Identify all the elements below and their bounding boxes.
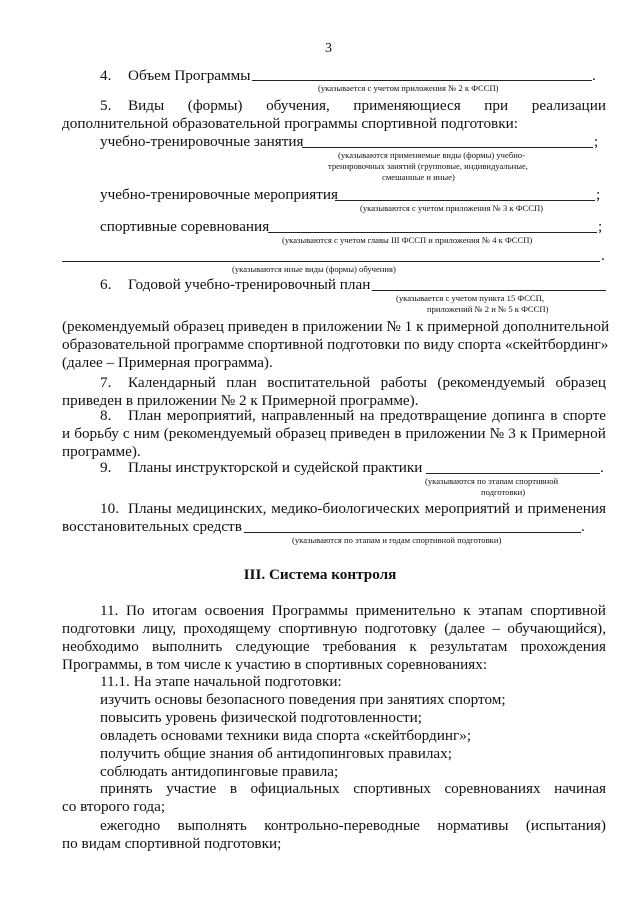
item-9-text: Планы инструкторской и судейской практики [128,459,423,476]
list-item: получить общие знания об антидопинговых правилах; [100,745,452,762]
word: работы [380,374,427,391]
item-5-a-note-3: смешанные и иные) [382,172,455,182]
word: обучающийся), [507,620,606,637]
item-11-number: 11. [100,602,119,619]
word: (рекомендуемый [163,425,272,442]
item-9-fill-line [426,473,600,474]
word: допинга [492,407,545,424]
word: образец [275,425,326,442]
word: медицинских, [176,500,267,517]
word: План [128,407,162,424]
word: проходящему [183,620,271,637]
item-5-other-note: (указываются иные виды (формы) обучения) [232,264,396,274]
item-8-number: 8. [100,407,112,424]
item-5-c-note: (указываются с учетом главы III ФССП и приложения № 4 к ФССП) [282,235,533,245]
word: подготовки [62,620,135,637]
item-5-a-note-2: тренировочных занятий (групповые, индивидуальные, [328,161,528,171]
item-6-cont-3: (далее – Примерная программа). [62,354,273,371]
item-5-c-label: спортивные соревнования [100,218,270,235]
word: лицу, [142,620,177,637]
word: образец [555,374,606,391]
list-item-participation [100,780,606,798]
word: в [394,425,402,442]
word: приложении [405,425,486,442]
item-9-end: . [600,459,604,476]
item-5-line-2: дополнительной образовательной программы спортивной подготовки: [62,115,518,132]
item-4-note: (указывается с учетом приложения № 2 к ФССП) [318,83,499,93]
item-4-fill-line [252,80,592,81]
word: при [484,97,509,114]
item-6-text: Годовой учебно-тренировочный план [128,276,371,293]
list-item-participation-cont: со второго года; [62,798,166,815]
item-11-line-2 [62,620,606,638]
word: – [492,620,500,637]
list-item-exam [100,817,606,835]
word: контрольно-переводные [264,817,420,834]
item-5-number: 5. [100,97,112,114]
list-item-exam-cont: по видам спортивной подготовки; [62,835,282,852]
item-9-note-2: подготовки) [481,487,526,497]
item-11-line-3 [62,638,606,656]
word: и [62,425,71,442]
item-5-b-note: (указываются с учетом приложения № 3 к ФССП) [360,203,544,213]
word: № [489,425,505,442]
word: к [463,602,471,619]
word: применения [527,500,606,517]
word: подготовку [364,620,437,637]
word: нормативы [437,817,509,834]
word: Виды [128,97,165,114]
word: этапам [478,602,523,619]
word: 3 [508,425,516,442]
word: (далее [444,620,485,637]
item-5-c-end: ; [598,218,603,235]
item-10-number: 10. [100,500,119,517]
item-5-other-fill-line [62,261,600,262]
section-3-title: III. Система контроля [243,566,397,583]
item-7-line-1 [128,374,606,392]
word: применительно [355,602,456,619]
word: спорте [562,407,606,424]
word: начиная [554,780,606,797]
item-5-b-end: ; [596,186,601,203]
item-5-other-end: . [601,247,605,264]
word: план [226,374,257,391]
word: Календарный [128,374,216,391]
word: спортивной [530,602,606,619]
word: прохождения [520,638,606,655]
item-7-number: 7. [100,374,112,391]
item-5-a-fill-line [302,147,593,148]
item-7-line-2: приведен в приложении № 2 к Примерной программе). [62,392,419,409]
item-6-cont-2: образовательной программе спортивной подготовки по виду спорта «скейтбординг» [62,336,609,353]
word: (испытания) [525,817,606,834]
word: реализации [531,97,606,114]
word: приведен [330,425,391,442]
word: мероприятий [424,500,510,517]
item-5-b-fill-line [335,200,595,201]
word: борьбу [74,425,119,442]
item-10-line-2: восстановительных средств [62,518,242,535]
word: итогам [152,602,197,619]
word: следующие [235,638,310,655]
word: соревнованиях [444,780,541,797]
word: официальных [250,780,340,797]
item-6-note-2: приложений № 2 и № 5 к ФССП) [427,304,549,314]
item-6-number: 6. [100,276,112,293]
item-5-a-end: ; [594,133,599,150]
list-item: соблюдать антидопинговые правила; [100,763,339,780]
item-6-note-1: (указывается с учетом пункта 15 ФССП, [396,293,545,303]
word: в [550,407,558,424]
word: (рекомендуемый [437,374,546,391]
word: обучения, [266,97,330,114]
word: к [519,425,528,442]
item-9-note-1: (указываются по этапам спортивной [425,476,559,486]
word: Программы [271,602,348,619]
word: и [514,500,523,517]
item-5-line-1 [128,97,606,115]
word: Примерной [531,425,606,442]
item-5-a-note-1: (указываются применяемые виды (формы) учебно- [338,150,525,160]
item-10-fill-line [244,532,581,533]
item-6-fill-line [372,290,606,291]
word: направленный [261,407,355,424]
item-5-b-label: учебно-тренировочные мероприятия [100,186,338,203]
word: в [229,780,237,797]
word: выполнять [177,817,247,834]
word: применяющиеся [353,97,461,114]
word: участие [166,780,217,797]
item-5-c-fill-line [268,232,597,233]
item-10-line-1 [128,500,606,518]
item-11-1-title: 11.1. На этапе начальной подготовки: [100,673,342,690]
item-4-end: . [592,67,596,84]
list-item: изучить основы безопасного поведения при занятиях спортом; [100,691,506,708]
list-item: овладеть основами техники вида спорта «скейтбординг»; [100,727,472,744]
item-4-number: 4. [100,67,112,84]
word: на [359,407,375,424]
word: к [409,638,417,655]
item-8-line-3: программе). [62,443,141,460]
word: Планы [128,500,172,517]
word: предотвращение [379,407,487,424]
item-9-number: 9. [100,459,112,476]
word: необходимо [62,638,139,655]
item-11-line-1 [100,602,606,620]
word: воспитательной [267,374,371,391]
word: ним [133,425,160,442]
item-10-note: (указываются по этапам и годам спортивной подготовки) [292,535,502,545]
item-5-a-label: учебно-тренировочные занятия [100,133,304,150]
word: медико-биологических [271,500,420,517]
word: мероприятий, [166,407,256,424]
item-4-text: Объем Программы [128,67,251,84]
item-10-end: . [581,518,585,535]
word: результатам [430,638,508,655]
word: с [122,425,130,442]
item-8-line-2 [62,425,606,443]
word: (формы) [187,97,243,114]
word: освоения [204,602,265,619]
word: По [126,602,145,619]
word: спортивных [353,780,431,797]
item-11-line-4: Программы, в том числе к участию в спортивных соревнованиях: [62,656,488,673]
page-number: 3 [325,41,332,56]
item-6-cont-1: (рекомендуемый образец приведен в приложении № 1 к примерной дополнительной [62,318,610,335]
word: спортивную [278,620,358,637]
word: требования [322,638,397,655]
word: ежегодно [100,817,161,834]
word: выполнить [152,638,223,655]
item-8-line-1 [128,407,606,425]
list-item: повысить уровень физической подготовленности; [100,709,423,726]
word: принять [100,780,153,797]
